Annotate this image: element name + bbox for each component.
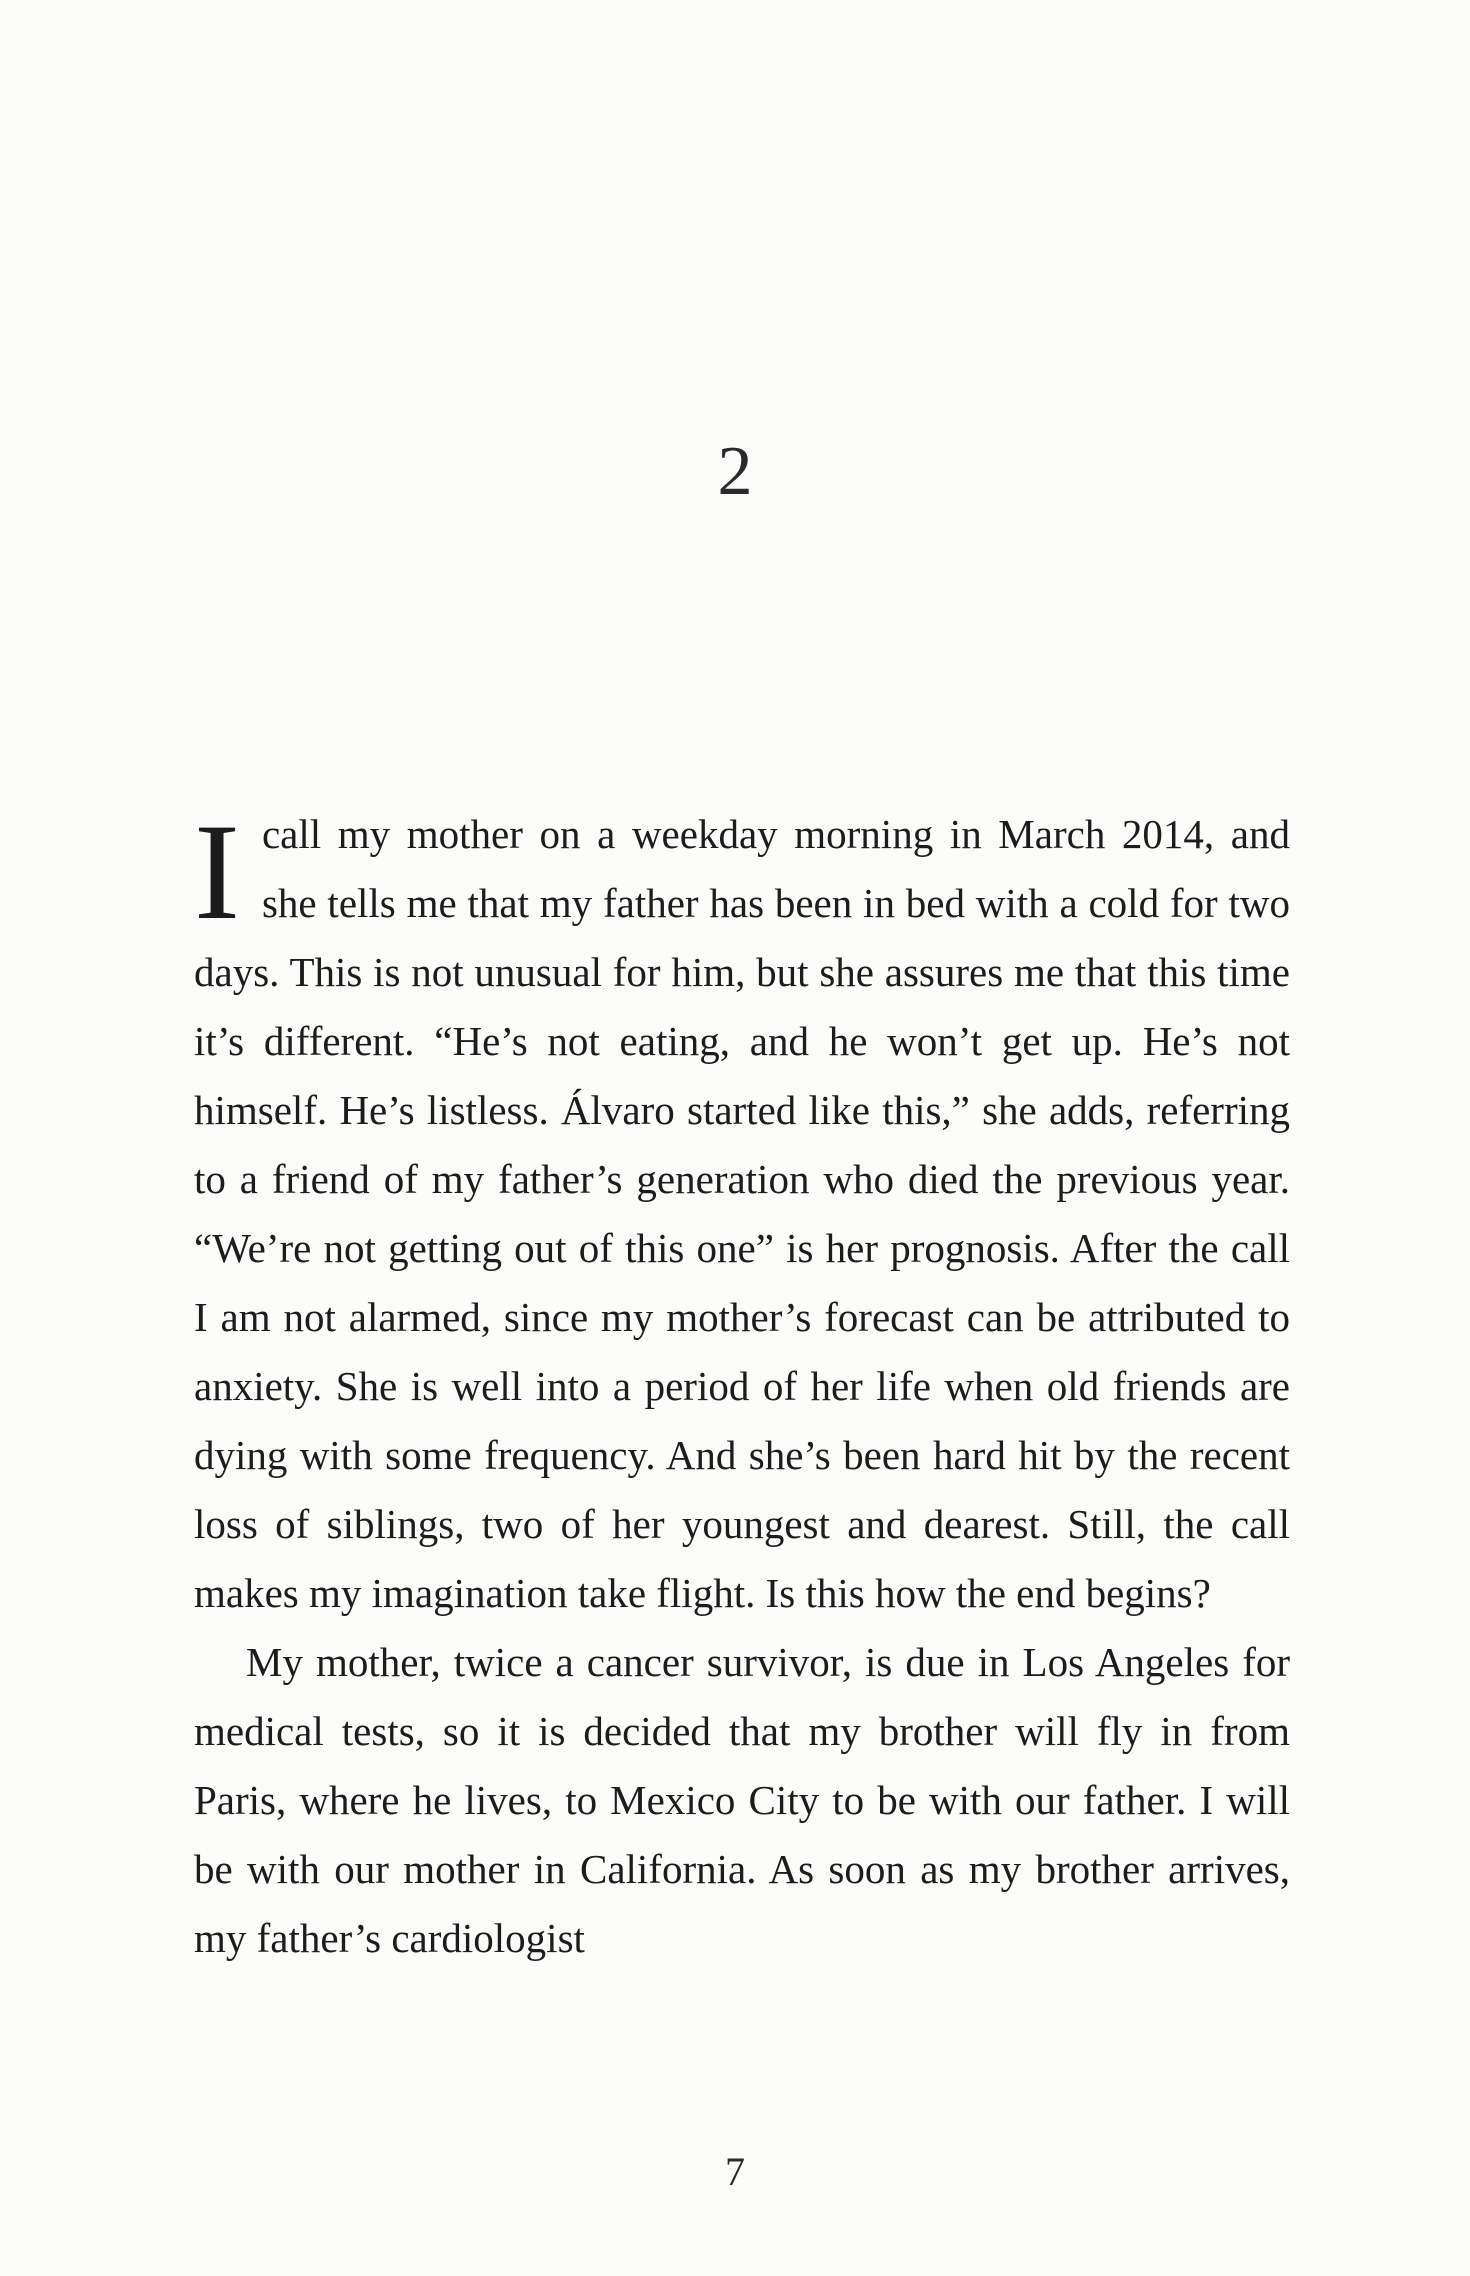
chapter-number: 2: [717, 433, 753, 510]
paragraph-1-text: call my mother on a weekday morning in March 2014, and she tells me that my father has been in bed with a cold for two days. This is not unusual for him, but she assures me that this time it’s different. “He’s not eating, and he won’t get up. He’s not himself. He’s listless. Álvaro started like this,” she adds, referring to a friend of my father’s generation who died the previous year. “We’re not getting out of this one” is her prognosis. After the call I am not alarmed, since my mother’s forecast can be attributed to anxiety. She is well into a period of her life when old friends are dying with some frequency. And she’s been hard hit by the recent loss of siblings, two of her youngest and dearest. Still, the call makes my imagination take flight. Is this how the end begins?: [194, 811, 1290, 1616]
page-number: 7: [725, 2149, 745, 2194]
paragraph-1: [194, 795, 1290, 1628]
drop-cap: I: [194, 795, 240, 948]
paragraph-2-text: My mother, twice a cancer survivor, is due in Los Angeles for medical tests, so it is decided that my brother will fly in from Paris, where he lives, to Mexico City to be with our father. I will be with our mother in California. As soon as my brother arrives, my father’s cardiologist: [194, 1639, 1290, 1961]
chapter-body: [194, 795, 1290, 1973]
paragraph-2: [194, 1628, 1290, 1973]
